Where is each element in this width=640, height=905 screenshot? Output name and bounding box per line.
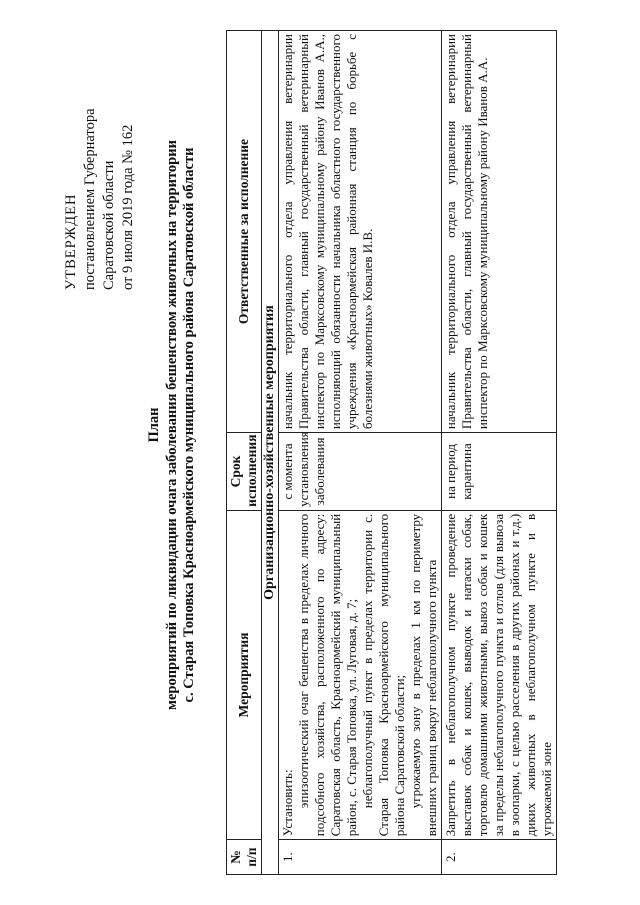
row-num: 1.: [279, 840, 442, 875]
plan-subtitle-line1: мероприятий по ликвидации очага заболевания бешенством животных на территории: [164, 140, 180, 710]
table-header-row: [227, 31, 262, 875]
activity-paragraph: эпизоотический очаг бешенства в пределах личного подсобного хозяйства, расположенного по адресу: Саратовская область, Красноармейский муниципальный район, с. Старая Топовка, ул. Луговая, д. 7;: [296, 513, 359, 837]
approval-line-decree: постановлением Губернатора: [82, 108, 98, 290]
row-num: 2.: [442, 840, 557, 875]
approval-title: УТВЕРЖДЕН: [63, 193, 79, 290]
header-activity: Мероприятия: [227, 510, 262, 839]
plan-subtitle-line2: с. Старая Топовка Красноармейского муниципального района Саратовской области: [181, 147, 197, 703]
section-title: Организационно-хозяйственные мероприятия: [262, 31, 279, 875]
header-num: № п/п: [227, 840, 262, 875]
activity-paragraph: Запретить в неблагополучном пункте проведение выставок собак и кошек, выводок и натаски собак, торговлю домашними животными, вывоз собак и кошек за пределы неблагополучного пункта и отлов (для вывоза в зоопарки, с целью расселения в других районах и т.д.) диких животных в неблагополучном пункте и в угрожаемой зоне: [443, 513, 554, 837]
activity-paragraph: неблагополучный пункт в пределах территории с. Старая Топовка Красноармейского муниципального района Саратовской области;: [360, 513, 407, 837]
table-row: [279, 31, 442, 875]
table-section-row: [262, 31, 279, 875]
row-term: на период карантина: [442, 433, 557, 511]
activity-intro: Установить:: [280, 769, 295, 837]
row-term: с момента установления заболевания: [279, 433, 442, 511]
plan-title-block: [146, 25, 198, 825]
plan-heading: План: [146, 407, 162, 443]
row-activity: [442, 510, 557, 839]
row-responsible: начальник территориального отдела управления ветеринарии Правительства области, главный государственный ветеринарный инспектор по Марксовскому муниципальному району Иванов А.А.: [442, 31, 557, 433]
header-responsible: Ответственные за исполнение: [227, 31, 262, 433]
approval-line-region: Саратовской области: [101, 160, 117, 290]
row-activity: [279, 510, 442, 839]
table-row: [442, 31, 557, 875]
approval-line-date: от 9 июля 2019 года № 162: [120, 124, 136, 290]
plan-table: [226, 30, 557, 875]
approval-stamp: [62, 30, 138, 290]
row-responsible: начальник территориального отдела управления ветеринарии Правительства области, главный государственный ветеринарный инспектор по Марксовскому муниципальному району Иванов А.А., исполняющий обязанности начальника областного государственного учреждения «Красноармейская районная станция по борьбе с болезнями животных» Ковалев И.В.: [279, 31, 442, 433]
activity-paragraph: угрожаемую зону в пределах 1 км по периметру внешних границ вокруг неблагополучного пункта: [408, 513, 439, 837]
header-term: Срок исполнения: [227, 433, 262, 511]
